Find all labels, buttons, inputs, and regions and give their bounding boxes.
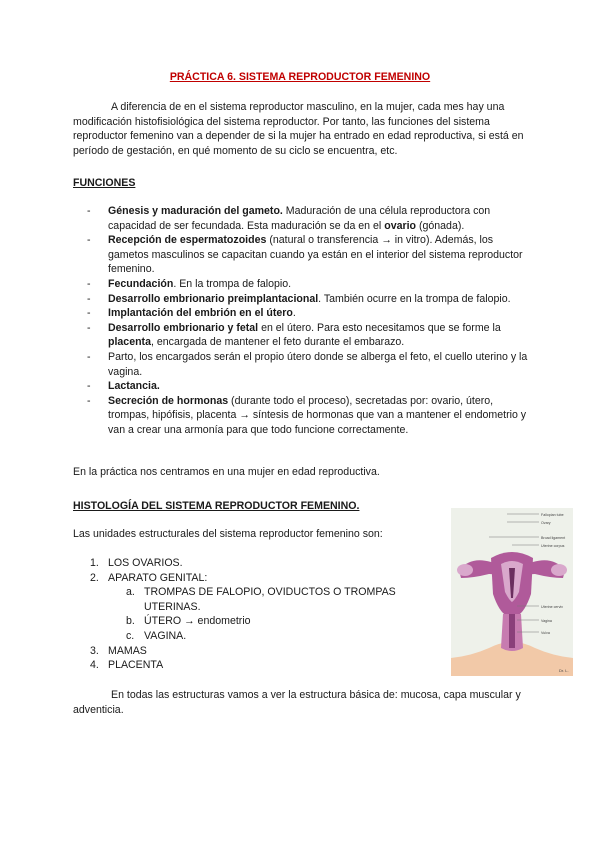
- figure-label: Broad ligament: [541, 536, 566, 540]
- list-item: - Parto, los encargados serán el propio útero donde se alberga el feto, el cuello uterino y la vagina.: [87, 350, 528, 378]
- figure-label: Fallopian tube: [541, 513, 564, 517]
- figure-label: Ovary: [541, 521, 551, 525]
- list-item: - Desarrollo embrionario preimplantacional. También ocurre en la trompa de falopio.: [87, 292, 511, 305]
- intro-paragraph: A diferencia de en el sistema reproductor masculino, en la mujer, cada mes hay una modificación histofisiológica del sistema reproductor. Por tanto, las funciones del sistema reproductor femenino van a depender de si la mujer ha entrado en edad reproductiva, si está en período de gestación, en qué momento de su ciclo se encuentra, etc.: [73, 101, 524, 157]
- list-item: - Lactancia.: [87, 380, 160, 393]
- figure-label: Vagina: [541, 619, 552, 623]
- figure-label: Uterine cervix: [541, 605, 563, 609]
- structures-list: [90, 556, 430, 673]
- left-ovary: [457, 564, 473, 576]
- vaginal-canal: [509, 614, 515, 648]
- list-item: b. ÚTERO → endometrio: [126, 615, 251, 628]
- list-item: - Implantación del embrión en el útero.: [87, 307, 296, 320]
- practice-paragraph: En la práctica nos centramos en una mujer en edad reproductiva.: [73, 466, 380, 478]
- functions-list: [87, 204, 535, 438]
- list-item: 3. MAMAS: [90, 644, 147, 657]
- units-paragraph: Las unidades estructurales del sistema reproductor femenino son:: [73, 528, 383, 540]
- figure-label: Uterine corpus: [541, 544, 565, 548]
- list-item: - Génesis y maduración del gameto. Maduración de una célula reproductora con capacidad de ser fecundada. Esta maduración se da en el ovario (gónada).: [87, 205, 491, 232]
- list-item: - Recepción de espermatozoides (natural o transferencia → in vitro). Además, los gametos masculinos se capacitan cuando ya están en el interior del sistema reproductor femenino.: [87, 234, 523, 276]
- list-item: - Secreción de hormonas (durante todo el proceso), secretadas por: ovario, útero, trompas, hipófisis, placenta → síntesis de hormonas que van a mantener el endometrio y van a crear una armonía para que todo funcione correctamente.: [87, 394, 527, 436]
- figure-credit: Dr. L.: [559, 668, 569, 673]
- funciones-heading: FUNCIONES: [73, 177, 136, 189]
- list-item: 2. APARATO GENITAL: a. TROMPAS DE FALOPIO, OVIDUCTOS O TROMPAS UTERINAS. b. ÚTERO → endometrio c. VAGINA.: [90, 571, 430, 644]
- figure-label: Vulva: [541, 631, 550, 635]
- list-item: 4. PLACENTA: [90, 659, 164, 672]
- list-item: 1. LOS OVARIOS.: [90, 557, 183, 569]
- histologia-heading: HISTOLOGÍA DEL SISTEMA REPRODUCTOR FEMENINO.: [73, 500, 360, 512]
- page-title: PRÁCTICA 6. SISTEMA REPRODUCTOR FEMENINO: [169, 71, 431, 83]
- sub-list: [126, 585, 430, 643]
- anatomy-figure: [451, 508, 573, 676]
- final-paragraph: En todas las estructuras vamos a ver la estructura básica de: mucosa, capa muscular y adventicia.: [73, 689, 521, 716]
- list-item: c. VAGINA.: [126, 629, 187, 642]
- uterus-diagram: [451, 508, 573, 676]
- list-item: - Fecundación. En la trompa de falopio.: [87, 277, 292, 290]
- list-item: a. TROMPAS DE FALOPIO, OVIDUCTOS O TROMPAS UTERINAS.: [126, 586, 396, 613]
- right-ovary: [551, 564, 567, 576]
- list-item: - Desarrollo embrionario y fetal en el útero. Para esto necesitamos que se forme la placenta, encargada de mantener el feto durante el embarazo.: [87, 321, 501, 349]
